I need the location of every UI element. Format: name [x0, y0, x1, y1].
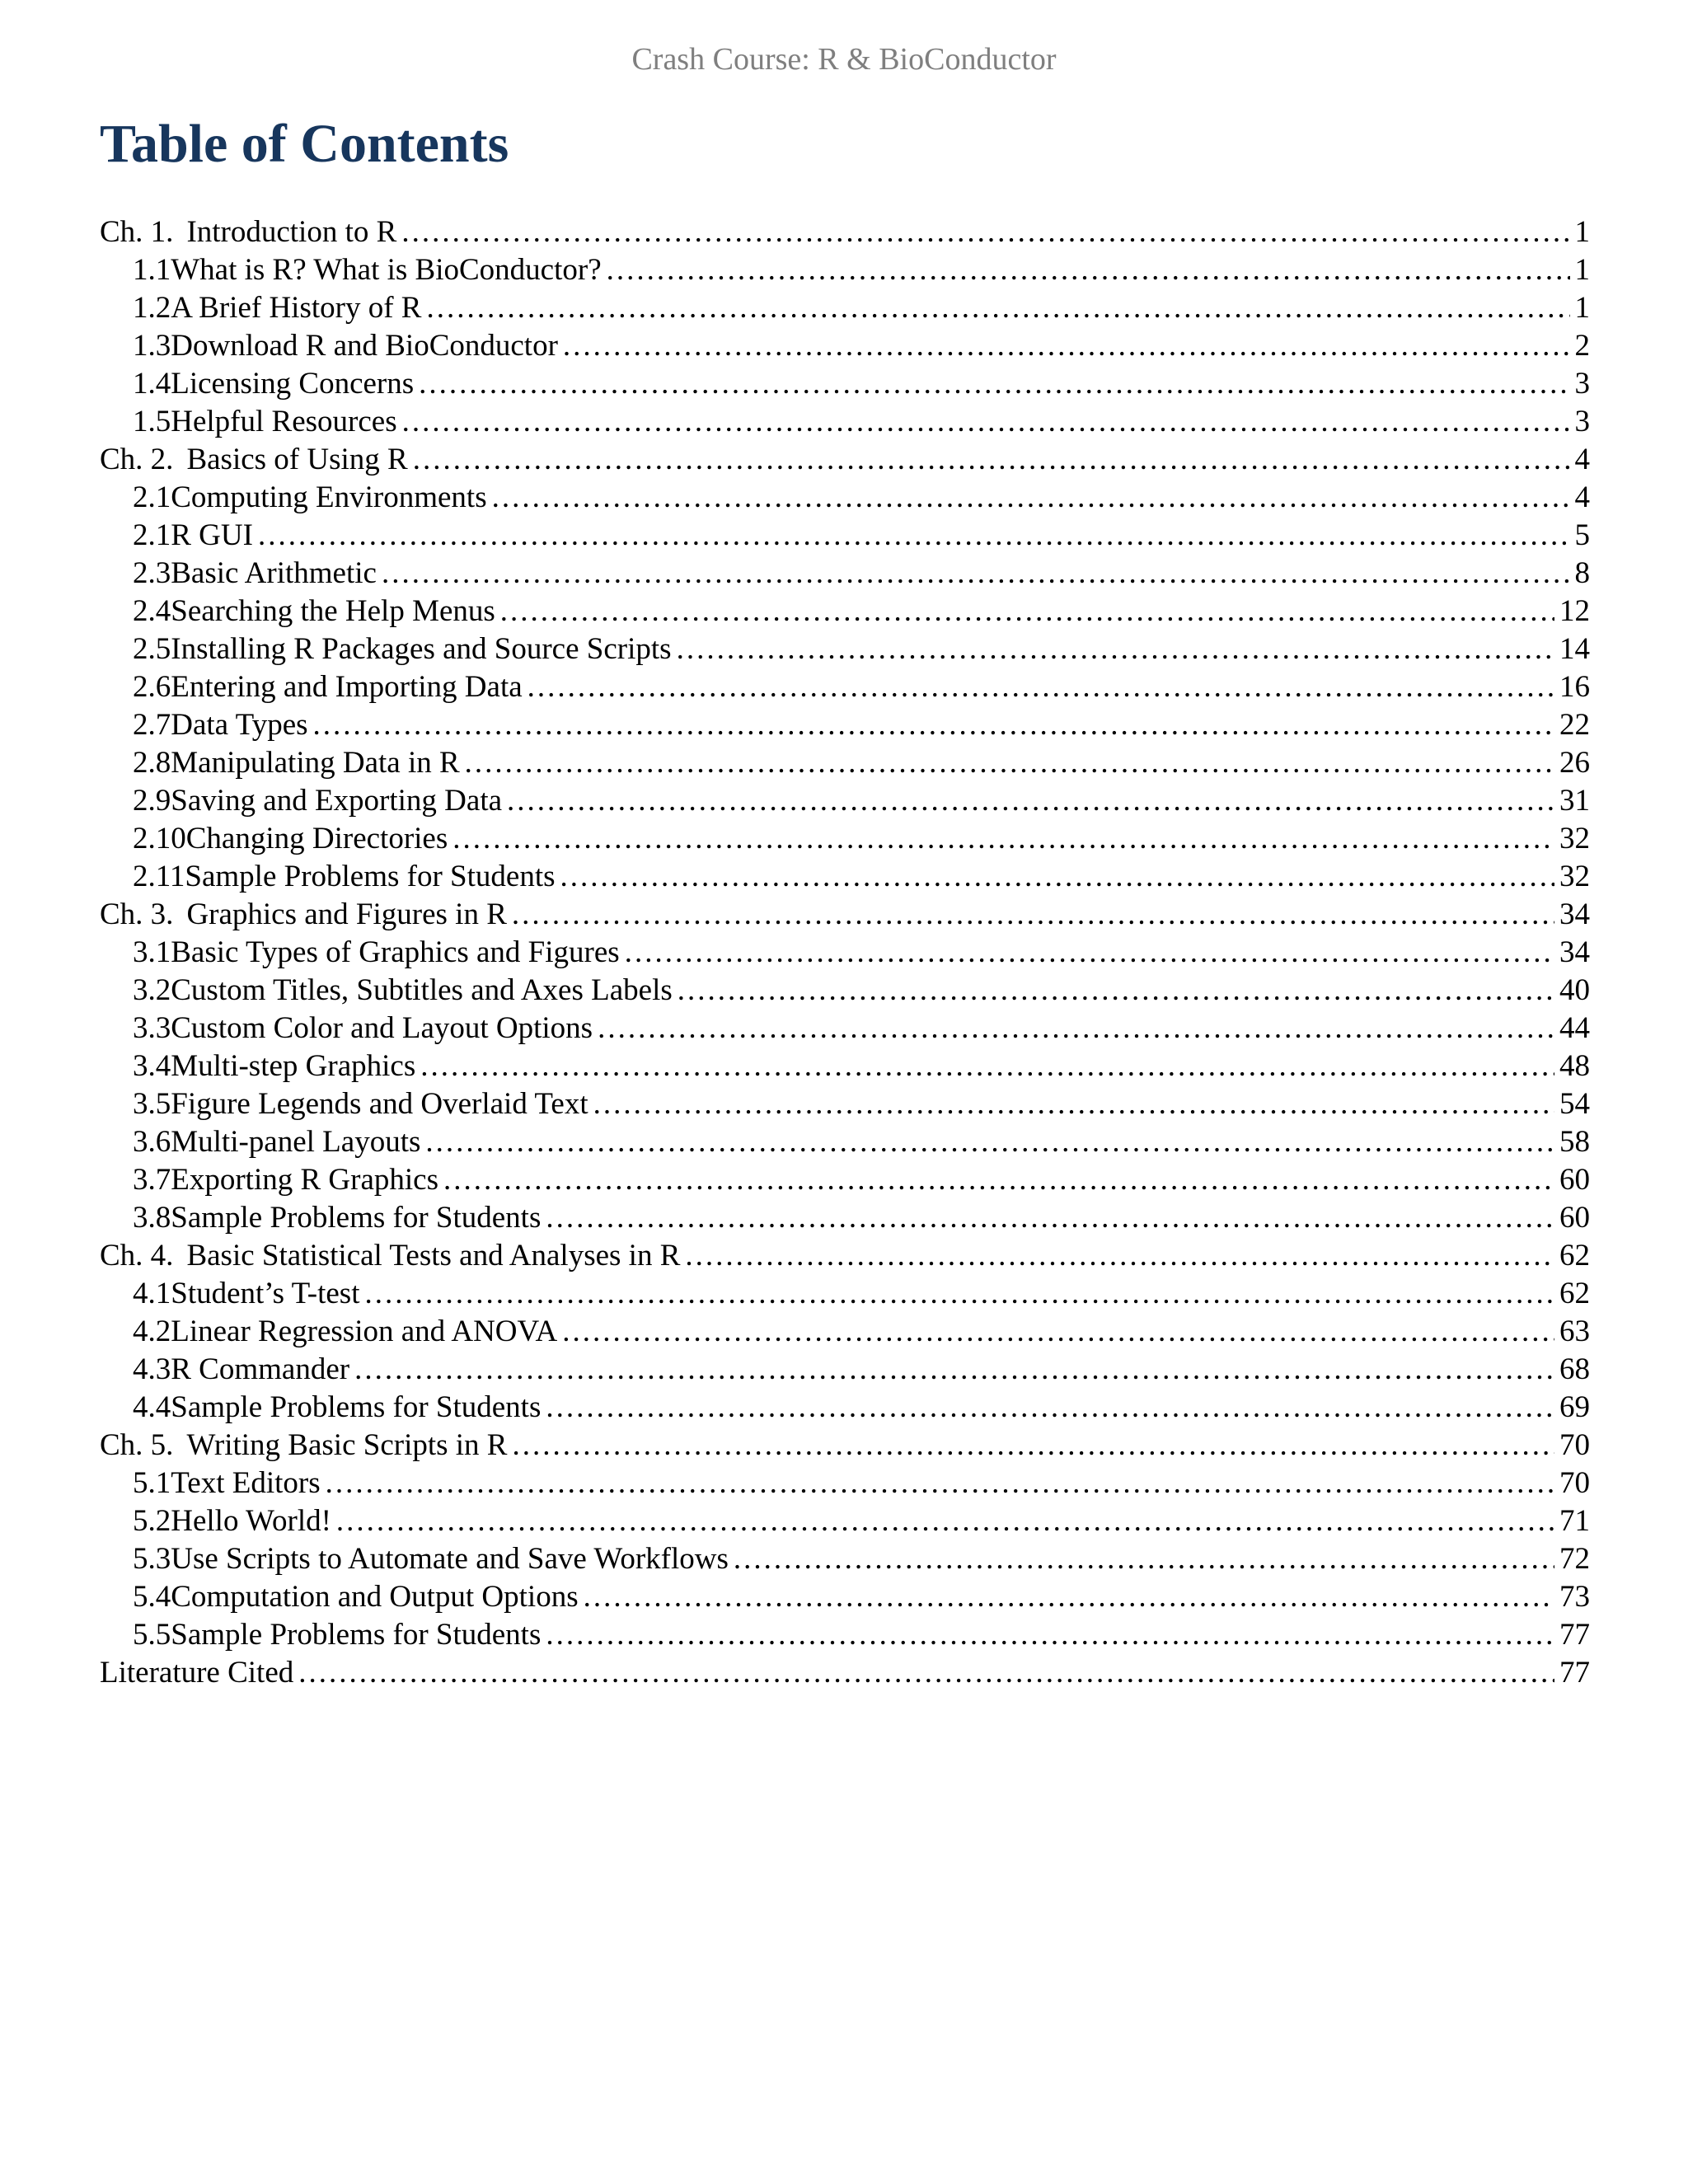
toc-section-entry[interactable] [100, 1085, 1590, 1123]
toc-entry-number: 2.9 [133, 784, 171, 818]
toc-entry-page-number: 72 [1559, 1542, 1590, 1576]
toc-entry-page-number: 54 [1559, 1087, 1590, 1121]
toc-section-entry[interactable] [100, 1616, 1590, 1654]
toc-dot-leader [598, 1010, 1554, 1047]
toc-entry-title: Download R and BioConductor [171, 329, 558, 363]
toc-entry-title: Basic Arithmetic [171, 556, 377, 590]
toc-chapter-entry[interactable] [100, 441, 1590, 479]
toc-chapter-entry[interactable] [100, 1237, 1590, 1275]
toc-entry-title: R Commander [171, 1352, 350, 1386]
toc-entry-page-number: 32 [1559, 860, 1590, 893]
toc-entry-page-number: 8 [1574, 556, 1590, 590]
toc-entry-page-number: 70 [1559, 1428, 1590, 1462]
toc-entry-page-number: 69 [1559, 1390, 1590, 1424]
toc-entry-page-number: 1 [1574, 215, 1590, 249]
toc-entry-title: Basics of Using R [186, 443, 408, 476]
toc-entry-number: 4.4 [133, 1390, 171, 1424]
toc-entry-title: Custom Color and Layout Options [171, 1011, 593, 1045]
toc-entry-page-number: 32 [1559, 822, 1590, 855]
toc-dot-leader [500, 593, 1554, 630]
toc-dot-leader [563, 327, 1570, 365]
toc-dot-leader [492, 479, 1570, 517]
toc-entry-title: Writing Basic Scripts in R [186, 1428, 508, 1462]
toc-entry-number: 2.10 [133, 822, 186, 855]
toc-entry-page-number: 70 [1559, 1466, 1590, 1500]
toc-dot-leader [452, 820, 1554, 858]
toc-dot-leader [528, 668, 1554, 706]
toc-section-entry[interactable] [100, 1010, 1590, 1047]
toc-entry-number: Ch. 4. [100, 1239, 174, 1272]
toc-entry-number: 4.1 [133, 1277, 171, 1310]
toc-dot-leader [402, 403, 1570, 441]
toc-section-entry[interactable] [100, 479, 1590, 517]
toc-entry-number: 3.2 [133, 973, 171, 1007]
toc-section-entry[interactable] [100, 1123, 1590, 1161]
toc-entry-number: 5.2 [133, 1504, 171, 1538]
toc-section-entry[interactable] [100, 1047, 1590, 1085]
toc-section-entry[interactable] [100, 1389, 1590, 1427]
toc-entry-page-number: 44 [1559, 1011, 1590, 1045]
toc-entry-number: 3.3 [133, 1011, 171, 1045]
toc-entry-number: Ch. 3. [100, 898, 174, 931]
toc-entry-title: Manipulating Data in R [171, 746, 460, 780]
toc-entry-title: Computing Environments [171, 480, 487, 514]
toc-entry-page-number: 60 [1559, 1163, 1590, 1197]
toc-dot-leader [584, 1578, 1554, 1616]
toc-section-entry[interactable] [100, 1465, 1590, 1502]
toc-entry-number: 1.2 [133, 291, 171, 325]
toc-entry-number: 2.1 [133, 480, 171, 514]
toc-entry-title: Searching the Help Menus [171, 594, 495, 628]
toc-section-entry[interactable] [100, 858, 1590, 896]
toc-section-entry[interactable] [100, 1161, 1590, 1199]
toc-entry-number: 2.7 [133, 708, 171, 742]
toc-entry-page-number: 68 [1559, 1352, 1590, 1386]
toc-entry-page-number: 34 [1559, 935, 1590, 969]
toc-entry-number: 4.2 [133, 1315, 171, 1348]
toc-entry-page-number: 3 [1574, 367, 1590, 401]
toc-dot-leader [546, 1199, 1554, 1237]
toc-entry-title: Computation and Output Options [171, 1580, 579, 1614]
toc-entry-page-number: 60 [1559, 1201, 1590, 1235]
toc-section-entry[interactable] [100, 820, 1590, 858]
toc-entry-title: Sample Problems for Students [171, 1201, 542, 1235]
toc-section-entry[interactable] [100, 934, 1590, 972]
toc-entry-title: Linear Regression and ANOVA [171, 1315, 558, 1348]
toc-entry-number: 1.3 [133, 329, 171, 363]
toc-dot-leader [678, 972, 1554, 1010]
toc-entry-page-number: 4 [1574, 443, 1590, 476]
toc-entry-number: 3.6 [133, 1125, 171, 1159]
toc-dot-leader [562, 1313, 1554, 1351]
toc-section-entry[interactable] [100, 1275, 1590, 1313]
toc-entry-number: 5.4 [133, 1580, 171, 1614]
toc-entry-page-number: 77 [1559, 1618, 1590, 1652]
toc-entry-title: Entering and Importing Data [171, 670, 523, 704]
toc-entry-page-number: 3 [1574, 405, 1590, 438]
toc-entry-number: 2.5 [133, 632, 171, 666]
toc-entry-number: 1.5 [133, 405, 171, 438]
toc-entry-number: 5.5 [133, 1618, 171, 1652]
toc-entry-page-number: 1 [1574, 291, 1590, 325]
toc-entry-title: Basic Statistical Tests and Analyses in R [186, 1239, 681, 1272]
toc-dot-leader [364, 1275, 1554, 1313]
toc-entry-number: 5.1 [133, 1466, 171, 1500]
toc-entry-title: Changing Directories [185, 822, 448, 855]
running-header: Crash Course: R & BioConductor [631, 42, 1057, 77]
toc-dot-leader [419, 365, 1569, 403]
toc-dot-leader [507, 782, 1554, 820]
toc-dot-leader [593, 1085, 1554, 1123]
toc-entry-title: Basic Types of Graphics and Figures [171, 935, 620, 969]
toc-entry-title: Multi-step Graphics [171, 1049, 416, 1083]
toc-entry-number: 2.8 [133, 746, 171, 780]
toc-entry-page-number: 71 [1559, 1504, 1590, 1538]
toc-dot-leader [336, 1502, 1554, 1540]
toc-dot-leader [420, 1047, 1554, 1085]
toc-dot-leader [625, 934, 1554, 972]
toc-entry-title: Graphics and Figures in R [186, 898, 507, 931]
toc-entry-page-number: 40 [1559, 973, 1590, 1007]
toc-entry-title: Figure Legends and Overlaid Text [171, 1087, 588, 1121]
toc-dot-leader [298, 1654, 1554, 1692]
toc-dot-leader [425, 1123, 1554, 1161]
toc-dot-leader [465, 744, 1554, 782]
toc-entry-title: R GUI [171, 518, 253, 552]
toc-section-entry[interactable] [100, 972, 1590, 1010]
toc-section-entry[interactable] [100, 1313, 1590, 1351]
toc-entry-number: 3.1 [133, 935, 171, 969]
toc-entry-page-number: 14 [1559, 632, 1590, 666]
toc-dot-leader [512, 896, 1554, 934]
toc-entry-page-number: 4 [1574, 480, 1590, 514]
toc-entry-number: 2.1 [133, 518, 171, 552]
toc-dot-leader [413, 441, 1570, 479]
toc-dot-leader [401, 213, 1569, 251]
toc-entry-number: 3.7 [133, 1163, 171, 1197]
toc-entry-title: Helpful Resources [171, 405, 397, 438]
toc-entry-page-number: 2 [1574, 329, 1590, 363]
toc-entry-title: Licensing Concerns [171, 367, 415, 401]
toc-dot-leader [685, 1237, 1554, 1275]
toc-entry-number: 2.3 [133, 556, 171, 590]
toc-entry-page-number: 63 [1559, 1315, 1590, 1348]
toc-entry-title: Student’s T-test [171, 1277, 360, 1310]
toc-entry-number: 4.3 [133, 1352, 171, 1386]
toc-entry-page-number: 12 [1559, 594, 1590, 628]
toc-section-entry[interactable] [100, 517, 1590, 555]
toc-section-entry[interactable] [100, 782, 1590, 820]
toc-dot-leader [734, 1540, 1554, 1578]
toc-entry-title: Introduction to R [186, 215, 397, 249]
toc-entry-title: Sample Problems for Students [171, 1618, 542, 1652]
toc-entry-page-number: 31 [1559, 784, 1590, 818]
toc-section-entry[interactable] [100, 289, 1590, 327]
toc-backmatter-entry[interactable] [100, 1654, 1590, 1692]
toc-section-entry[interactable] [100, 1578, 1590, 1616]
toc-section-entry[interactable] [100, 403, 1590, 441]
toc-section-entry[interactable] [100, 555, 1590, 593]
toc-entry-title: Hello World! [171, 1504, 331, 1538]
toc-entry-page-number: 58 [1559, 1125, 1590, 1159]
toc-entry-title: Installing R Packages and Source Scripts [171, 632, 672, 666]
toc-dot-leader [607, 251, 1570, 289]
toc-entry-title: A Brief History of R [171, 291, 422, 325]
toc-entry-page-number: 48 [1559, 1049, 1590, 1083]
toc-chapter-entry[interactable] [100, 213, 1590, 251]
toc-section-entry[interactable] [100, 1351, 1590, 1389]
toc-dot-leader [313, 706, 1554, 744]
toc-entry-title: Multi-panel Layouts [171, 1125, 421, 1159]
toc-section-entry[interactable] [100, 630, 1590, 668]
toc-entry-number: 3.5 [133, 1087, 171, 1121]
toc-section-entry[interactable] [100, 327, 1590, 365]
toc-entry-number: 3.8 [133, 1201, 171, 1235]
toc-dot-leader [443, 1161, 1554, 1199]
toc-entry-title: Sample Problems for Students [185, 860, 556, 893]
toc-entry-page-number: 22 [1559, 708, 1590, 742]
toc-entry-page-number: 34 [1559, 898, 1590, 931]
toc-entry-number: 3.4 [133, 1049, 171, 1083]
page-title: Table of Contents [100, 114, 509, 174]
toc-entry-page-number: 26 [1559, 746, 1590, 780]
toc-entry-title: Literature Cited [100, 1656, 294, 1690]
toc-entry-title: Sample Problems for Students [171, 1390, 542, 1424]
toc-entry-number: 1.4 [133, 367, 171, 401]
toc-entry-page-number: 77 [1559, 1656, 1590, 1690]
toc-section-entry[interactable] [100, 1502, 1590, 1540]
toc-entry-number: 1.1 [133, 253, 171, 287]
table-of-contents [100, 213, 1590, 1692]
toc-entry-title: Text Editors [171, 1466, 321, 1500]
toc-entry-title: Use Scripts to Automate and Save Workflows [171, 1542, 729, 1576]
toc-section-entry[interactable] [100, 251, 1590, 289]
toc-entry-page-number: 1 [1574, 253, 1590, 287]
toc-entry-number: 2.11 [133, 860, 185, 893]
toc-entry-page-number: 62 [1559, 1239, 1590, 1272]
toc-entry-page-number: 73 [1559, 1580, 1590, 1614]
toc-entry-number: 2.6 [133, 670, 171, 704]
toc-dot-leader [354, 1351, 1554, 1389]
toc-entry-page-number: 5 [1574, 518, 1590, 552]
toc-section-entry[interactable] [100, 744, 1590, 782]
toc-entry-title: Saving and Exporting Data [171, 784, 503, 818]
toc-entry-title: Exporting R Graphics [171, 1163, 438, 1197]
toc-entry-page-number: 16 [1559, 670, 1590, 704]
toc-dot-leader [326, 1465, 1554, 1502]
toc-dot-leader [560, 858, 1554, 896]
toc-section-entry[interactable] [100, 668, 1590, 706]
toc-entry-title: Data Types [171, 708, 308, 742]
toc-dot-leader [546, 1389, 1554, 1427]
toc-entry-number: Ch. 1. [100, 215, 174, 249]
toc-entry-page-number: 62 [1559, 1277, 1590, 1310]
toc-dot-leader [258, 517, 1570, 555]
toc-entry-title: Custom Titles, Subtitles and Axes Labels [171, 973, 673, 1007]
toc-entry-number: Ch. 2. [100, 443, 174, 476]
toc-section-entry[interactable] [100, 365, 1590, 403]
toc-section-entry[interactable] [100, 1540, 1590, 1578]
toc-dot-leader [426, 289, 1569, 327]
toc-section-entry[interactable] [100, 1199, 1590, 1237]
toc-chapter-entry[interactable] [100, 896, 1590, 934]
toc-entry-title: What is R? What is BioConductor? [171, 253, 602, 287]
toc-entry-number: 5.3 [133, 1542, 171, 1576]
toc-dot-leader [512, 1427, 1554, 1465]
toc-dot-leader [382, 555, 1570, 593]
toc-dot-leader [546, 1616, 1554, 1654]
toc-section-entry[interactable] [100, 706, 1590, 744]
toc-entry-number: Ch. 5. [100, 1428, 174, 1462]
toc-section-entry[interactable] [100, 593, 1590, 630]
toc-dot-leader [677, 630, 1554, 668]
toc-chapter-entry[interactable] [100, 1427, 1590, 1465]
toc-entry-number: 2.4 [133, 594, 171, 628]
